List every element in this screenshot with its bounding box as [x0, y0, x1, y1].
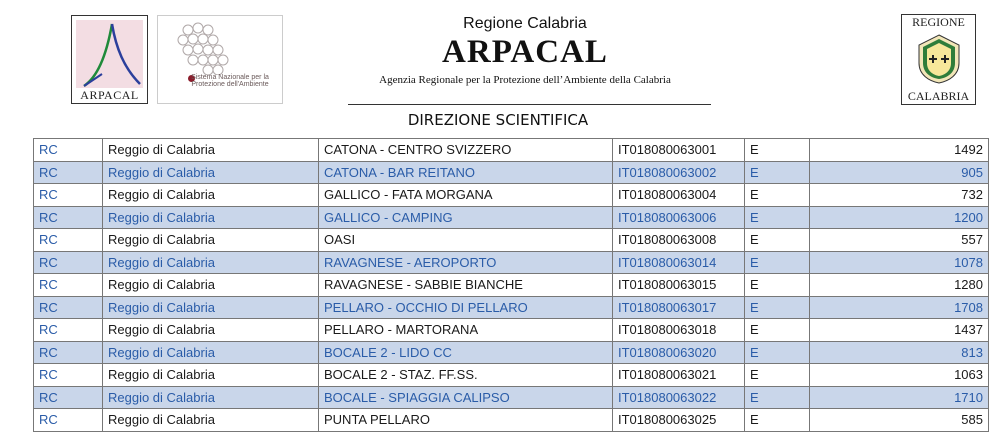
bathing-sites-table [33, 138, 989, 432]
municipality-cell: Reggio di Calabria [103, 386, 319, 409]
table-row [34, 206, 989, 229]
regione-logo-top-text: REGIONE [912, 15, 965, 29]
type-cell: E [745, 161, 810, 184]
page-header [340, 14, 710, 86]
site-name-cell: PELLARO - MARTORANA [319, 319, 613, 342]
site-code-cell: IT018080063004 [613, 184, 745, 207]
value-cell: 1437 [810, 319, 989, 342]
province-cell: RC [34, 161, 103, 184]
site-code-cell: IT018080063017 [613, 296, 745, 319]
table-row [34, 184, 989, 207]
value-cell: 557 [810, 229, 989, 252]
municipality-cell: Reggio di Calabria [103, 206, 319, 229]
site-code-cell: IT018080063022 [613, 386, 745, 409]
municipality-cell: Reggio di Calabria [103, 139, 319, 162]
value-cell: 1708 [810, 296, 989, 319]
page-title: ARPACAL [442, 34, 608, 70]
type-cell: E [745, 229, 810, 252]
regione-shield-icon [915, 33, 963, 85]
type-cell: E [745, 251, 810, 274]
site-code-cell: IT018080063020 [613, 341, 745, 364]
table-row [34, 341, 989, 364]
province-cell: RC [34, 319, 103, 342]
province-cell: RC [34, 341, 103, 364]
table-row [34, 364, 989, 387]
province-cell: RC [34, 184, 103, 207]
table-body [34, 139, 989, 432]
site-name-cell: BOCALE 2 - LIDO CC [319, 341, 613, 364]
table-row [34, 229, 989, 252]
snpa-hexagon-icon [168, 20, 238, 75]
regione-calabria-logo [901, 14, 976, 105]
arpacal-lambda-icon [76, 18, 146, 90]
municipality-cell: Reggio di Calabria [103, 364, 319, 387]
snpa-logo [157, 15, 283, 104]
table-row [34, 386, 989, 409]
site-code-cell: IT018080063006 [613, 206, 745, 229]
value-cell: 1710 [810, 386, 989, 409]
site-code-cell: IT018080063002 [613, 161, 745, 184]
value-cell: 1280 [810, 274, 989, 297]
municipality-cell: Reggio di Calabria [103, 319, 319, 342]
type-cell: E [745, 139, 810, 162]
site-code-cell: IT018080063014 [613, 251, 745, 274]
type-cell: E [745, 184, 810, 207]
value-cell: 585 [810, 409, 989, 432]
type-cell: E [745, 296, 810, 319]
province-cell: RC [34, 251, 103, 274]
header-divider [348, 104, 711, 105]
municipality-cell: Reggio di Calabria [103, 409, 319, 432]
value-cell: 905 [810, 161, 989, 184]
site-name-cell: CATONA - BAR REITANO [319, 161, 613, 184]
site-name-cell: GALLICO - FATA MORGANA [319, 184, 613, 207]
value-cell: 1200 [810, 206, 989, 229]
type-cell: E [745, 319, 810, 342]
site-code-cell: IT018080063015 [613, 274, 745, 297]
municipality-cell: Reggio di Calabria [103, 229, 319, 252]
site-name-cell: RAVAGNESE - SABBIE BIANCHE [319, 274, 613, 297]
province-cell: RC [34, 364, 103, 387]
snpa-logo-text: Sistema Nazionale per la Protezione dell'Ambiente [191, 74, 269, 88]
arpacal-logo [71, 15, 148, 104]
value-cell: 1492 [810, 139, 989, 162]
municipality-cell: Reggio di Calabria [103, 341, 319, 364]
type-cell: E [745, 274, 810, 297]
regione-logo-bottom-text: CALABRIA [907, 89, 970, 103]
value-cell: 1078 [810, 251, 989, 274]
municipality-cell: Reggio di Calabria [103, 251, 319, 274]
municipality-cell: Reggio di Calabria [103, 184, 319, 207]
type-cell: E [745, 409, 810, 432]
municipality-cell: Reggio di Calabria [103, 296, 319, 319]
municipality-cell: Reggio di Calabria [103, 274, 319, 297]
table-row [34, 409, 989, 432]
site-code-cell: IT018080063021 [613, 364, 745, 387]
table-row [34, 139, 989, 162]
site-name-cell: RAVAGNESE - AEROPORTO [319, 251, 613, 274]
site-name-cell: PELLARO - OCCHIO DI PELLARO [319, 296, 613, 319]
region-line: Regione Calabria [463, 15, 587, 32]
site-name-cell: BOCALE - SPIAGGIA CALIPSO [319, 386, 613, 409]
value-cell: 1063 [810, 364, 989, 387]
type-cell: E [745, 386, 810, 409]
site-name-cell: OASI [319, 229, 613, 252]
site-name-cell: PUNTA PELLARO [319, 409, 613, 432]
value-cell: 732 [810, 184, 989, 207]
site-name-cell: CATONA - CENTRO SVIZZERO [319, 139, 613, 162]
site-name-cell: GALLICO - CAMPING [319, 206, 613, 229]
table-row [34, 319, 989, 342]
page-subtitle: Agenzia Regionale per la Protezione dell’Ambiente della Calabria [379, 74, 671, 86]
arpacal-logo-text: ARPACAL [80, 88, 139, 102]
site-code-cell: IT018080063025 [613, 409, 745, 432]
section-title: DIREZIONE SCIENTIFICA [407, 111, 589, 129]
province-cell: RC [34, 139, 103, 162]
province-cell: RC [34, 274, 103, 297]
site-code-cell: IT018080063018 [613, 319, 745, 342]
site-name-cell: BOCALE 2 - STAZ. FF.SS. [319, 364, 613, 387]
table-row [34, 274, 989, 297]
type-cell: E [745, 341, 810, 364]
table-row [34, 251, 989, 274]
province-cell: RC [34, 206, 103, 229]
province-cell: RC [34, 229, 103, 252]
site-code-cell: IT018080063001 [613, 139, 745, 162]
type-cell: E [745, 206, 810, 229]
province-cell: RC [34, 296, 103, 319]
site-code-cell: IT018080063008 [613, 229, 745, 252]
province-cell: RC [34, 386, 103, 409]
value-cell: 813 [810, 341, 989, 364]
province-cell: RC [34, 409, 103, 432]
table-row [34, 161, 989, 184]
table-row [34, 296, 989, 319]
type-cell: E [745, 364, 810, 387]
municipality-cell: Reggio di Calabria [103, 161, 319, 184]
